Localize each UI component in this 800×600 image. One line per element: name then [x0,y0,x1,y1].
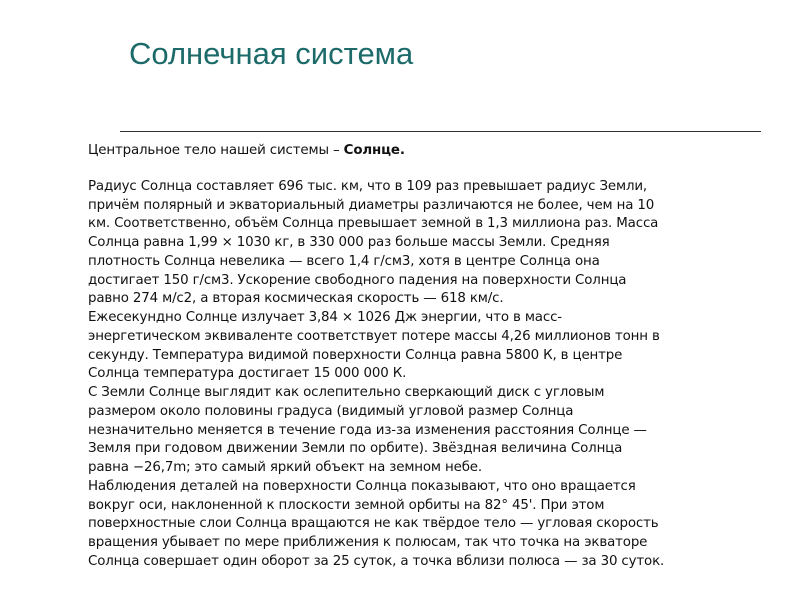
intro-line [88,142,664,161]
intro-text: Центральное тело нашей системы – [88,143,344,158]
body-line: незначительно меняется в течение года из-за изменения расстояния Солнце — [88,422,647,438]
body-line: размером около половины градуса (видимый угловой размер Солнца [88,403,574,419]
body-line: поверхностные слои Солнца вращаются не как твёрдое тело — угловая скорость [88,516,659,532]
body-line: вращения убывает по мере приближения к полюсам, так что точка на экваторе [88,535,648,550]
body-line: вокруг оси, наклоненной к плоскости земной орбиты на 82° 45'. При этом [88,497,605,513]
body-line: Наблюдения деталей на поверхности Солнца показывают, что оно вращается [88,478,636,494]
body-line: Радиус Солнца составляет 696 тыс. км, что в 109 раз превышает радиус Земли, [88,178,648,194]
slide-title: Солнечная система [129,36,414,71]
slide-body [88,142,664,572]
body-line: секунду. Температура видимой поверхности Солнца равна 5800 К, в центре [88,347,623,363]
body-line: Земля при годовом движении Земли по орбите). Звёздная величина Солнца [88,441,623,457]
body-line: Солнца равна 1,99 × 1030 кг, в 330 000 раз больше массы Земли. Средняя [88,235,610,250]
paragraph-gap [88,161,664,178]
body-line: причём полярный и экваториальный диаметры различаются не более, чем на 10 [88,197,655,213]
body-line: энергетическом эквиваленте соответствует потере массы 4,26 миллионов тонн в [88,328,660,344]
body-line: Солнца температура достигает 15 000 000 К. [88,366,407,382]
body-line: равна −26,7m; это самый яркий объект на земном небе. [88,460,482,475]
intro-bold: Солнце. [343,143,405,158]
body-line: Ежесекундно Солнце излучает 3,84 × 1026 Дж энергии, что в масс- [88,310,562,325]
body-line: С Земли Солнце выглядит как ослепительно сверкающий диск с угловым [88,385,605,400]
title-divider [120,131,761,132]
body-line: равно 274 м/с2, а вторая космическая скорость — 618 км/с. [88,291,504,307]
body-lines [88,178,664,572]
body-line: Солнца совершает один оборот за 25 суток, а точка вблизи полюса — за 30 суток. [88,553,665,569]
body-line: км. Соответственно, объём Солнца превышает земной в 1,3 миллиона раз. Масса [88,216,659,232]
body-line: достигает 150 г/см3. Ускорение свободного падения на поверхности Солнца [88,272,627,288]
body-line: плотность Солнца невелика — всего 1,4 г/см3, хотя в центре Солнца она [88,253,600,269]
